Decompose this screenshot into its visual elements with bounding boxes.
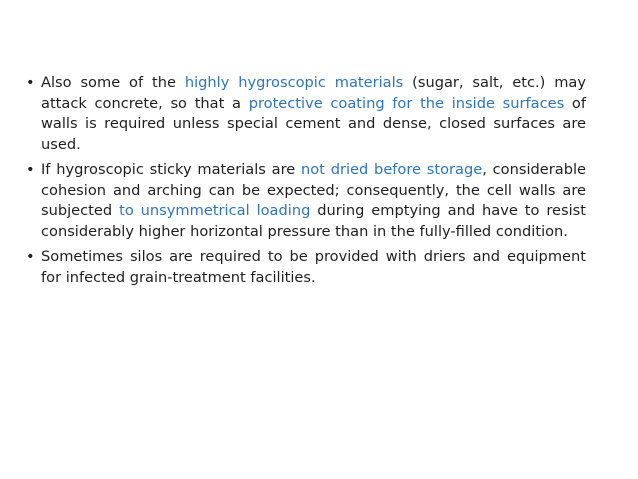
- highlighted-phrase: not dried before storage: [301, 161, 483, 178]
- bullet-text: , considerable cohesion and arching can be expected; consequently, the cell walls are subjected: [41, 161, 586, 219]
- bullet-text: Also some of the: [41, 74, 185, 91]
- bullet-item-driers: [26, 247, 586, 288]
- bullet-text: of walls is required unless special cement and dense, closed surfaces are used.: [41, 94, 586, 153]
- highlighted-phrase: highly hygroscopic materials: [184, 74, 404, 91]
- highlighted-phrase: to unsymmetrical loading: [119, 202, 311, 219]
- bullet-list: [26, 73, 586, 293]
- bullet-item-hygroscopic-materials: [26, 73, 586, 155]
- bullet-text: during emptying and have to resist considerably higher horizontal pressure than in the fully-filled condition.: [41, 202, 587, 240]
- bullet-text: Sometimes silos are required to be provided with driers and equipment for infected grain-treatment facilities.: [41, 248, 586, 286]
- bullet-marker: •: [26, 248, 35, 265]
- bullet-text: (sugar, salt, etc.) may attack concrete, so that a: [41, 74, 586, 112]
- bullet-text: If hygroscopic sticky materials are: [41, 161, 302, 178]
- highlighted-phrase: protective coating for the inside surfaces: [248, 94, 565, 112]
- bullet-item-sticky-materials: [26, 160, 586, 242]
- bullet-marker: •: [26, 74, 35, 91]
- bullet-marker: •: [26, 161, 35, 178]
